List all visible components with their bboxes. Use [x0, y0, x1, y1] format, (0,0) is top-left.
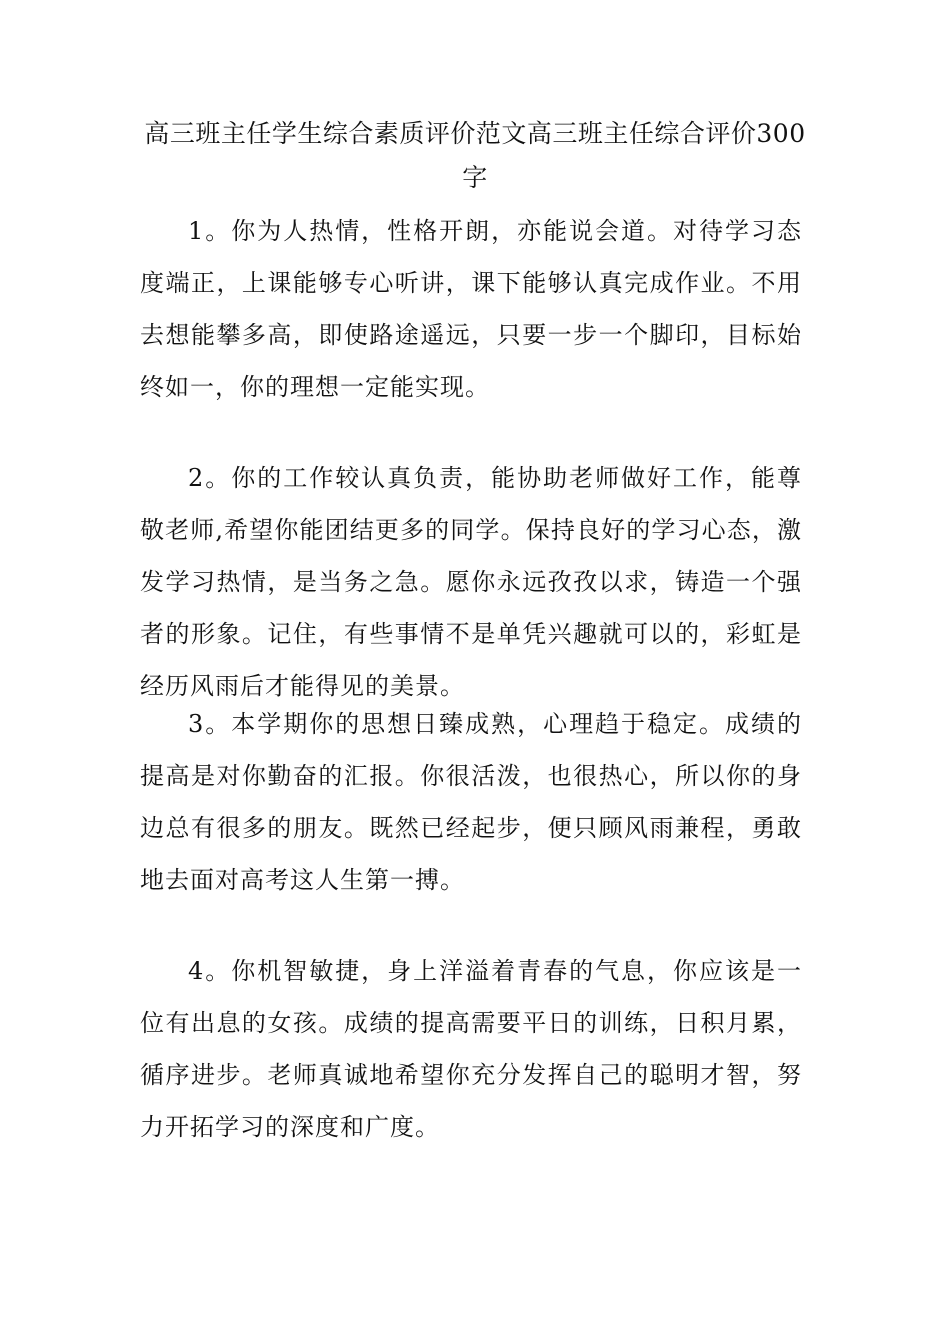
paragraph-1: 1。你为人热情，性格开朗，亦能说会道。对待学习态度端正，上课能够专心听讲，课下能够认真完成作业。不用去想能攀多高，即使路途遥远，只要一步一个脚印，目标始终如一，你的理想一定能实现。: [140, 217, 802, 401]
document-title: 高三班主任学生综合素质评价范文高三班主任综合评价300字: [144, 119, 806, 192]
paragraph-2: 2。你的工作较认真负责，能协助老师做好工作，能尊敬老师,希望你能团结更多的同学。保持良好的学习心态，激发学习热情，是当务之急。愿你永远孜孜以求，铸造一个强者的形象。记住，有些事情不是单凭兴趣就可以的，彩虹是经历风雨后才能得见的美景。: [140, 464, 802, 700]
paragraph-4: 4。你机智敏捷，身上洋溢着青春的气息，你应该是一位有出息的女孩。成绩的提高需要平日的训练，日积月累，循序进步。老师真诚地希望你充分发挥自己的聪明才智，努力开拓学习的深度和广度。: [140, 957, 802, 1141]
paragraph-3: 3。本学期你的思想日臻成熟，心理趋于稳定。成绩的提高是对你勤奋的汇报。你很活泼，也很热心，所以你的身边总有很多的朋友。既然已经起步，便只顾风雨兼程，勇敢地去面对高考这人生第一搏。: [140, 710, 802, 894]
